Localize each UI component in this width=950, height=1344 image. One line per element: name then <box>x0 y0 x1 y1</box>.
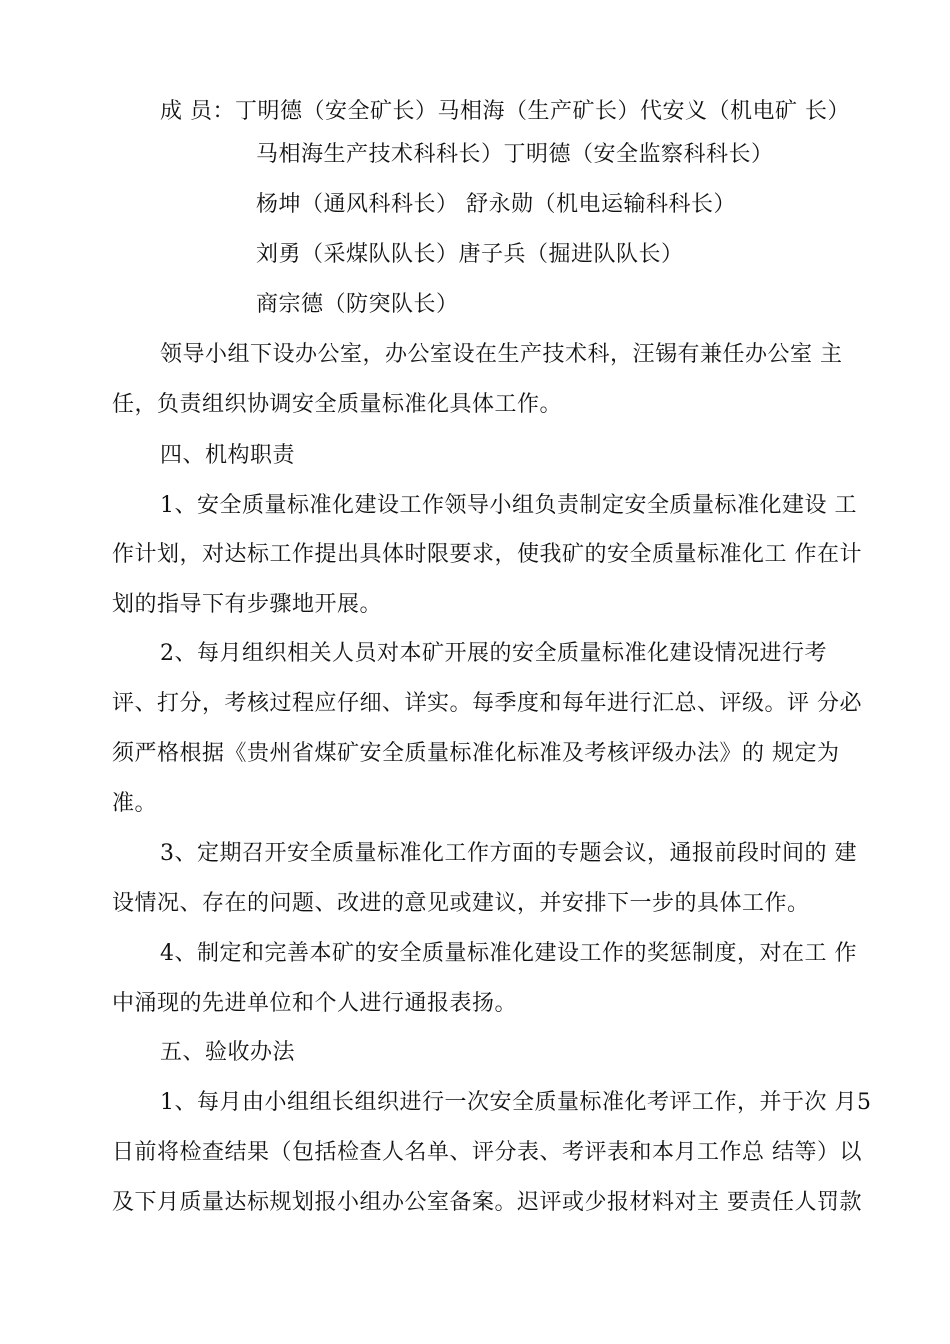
duty-4-line-2: 中涌现的先进单位和个人进行通报表扬。 <box>112 991 518 1016</box>
office-paragraph-line-1: 领导小组下设办公室，办公室设在生产技术科，汪锡有兼任办公室 主 <box>160 342 843 367</box>
duty-1-line-1: 1、安全质量标准化建设工作领导小组负责制定安全质量标准化建设 工 <box>160 493 857 518</box>
members-line-2: 马相海生产技术科科长）丁明德（安全监察科科长） <box>256 142 774 167</box>
office-paragraph-line-2: 任，负责组织协调安全质量标准化具体工作。 <box>112 392 563 417</box>
duty-4-line-1: 4、制定和完善本矿的安全质量标准化建设工作的奖惩制度，对在工 作 <box>160 941 857 966</box>
duty-3-line-1: 3、定期召开安全质量标准化工作方面的专题会议，通报前段时间的 建 <box>160 841 857 866</box>
duty-2-line-2: 评、打分，考核过程应仔细、详实。每季度和每年进行汇总、评级。评 分必 <box>112 691 862 716</box>
duty-2-line-3: 须严格根据《贵州省煤矿安全质量标准化标准及考核评级办法》的 规定为 <box>112 741 840 766</box>
members-line-3: 杨坤（通风科科长） 舒永勋（机电运输科科长） <box>256 192 736 217</box>
duty-3-line-2: 设情况、存在的问题、改进的意见或建议，并安排下一步的具体工作。 <box>112 891 810 916</box>
members-line-5: 商宗德（防突队长） <box>256 292 459 317</box>
duty-1-line-2: 作计划，对达标工作提出具体时限要求，使我矿的安全质量标准化工 作在计 <box>112 542 862 567</box>
acceptance-1-line-3: 及下月质量达标规划报小组办公室备案。迟评或少报材料对主 要责任人罚款 <box>112 1190 862 1215</box>
acceptance-1-line-2: 日前将检查结果（包括检查人名单、评分表、考评表和本月工作总 结等）以 <box>112 1140 862 1165</box>
duty-1-line-3: 划的指导下有步骤地开展。 <box>112 592 383 617</box>
duty-2-line-1: 2、每月组织相关人员对本矿开展的安全质量标准化建设情况进行考 <box>160 641 827 666</box>
section-heading-duties: 四、机构职责 <box>160 443 296 468</box>
members-line-1: 成 员：丁明德（安全矿长）马相海（生产矿长）代安义（机电矿 长） <box>160 99 850 124</box>
duty-2-line-4: 准。 <box>112 791 158 816</box>
acceptance-1-line-1: 1、每月由小组组长组织进行一次安全质量标准化考评工作，并于次 月5 <box>160 1090 872 1115</box>
section-heading-acceptance: 五、验收办法 <box>160 1040 296 1065</box>
members-line-4: 刘勇（采煤队队长）唐子兵（掘进队队长） <box>256 242 684 267</box>
